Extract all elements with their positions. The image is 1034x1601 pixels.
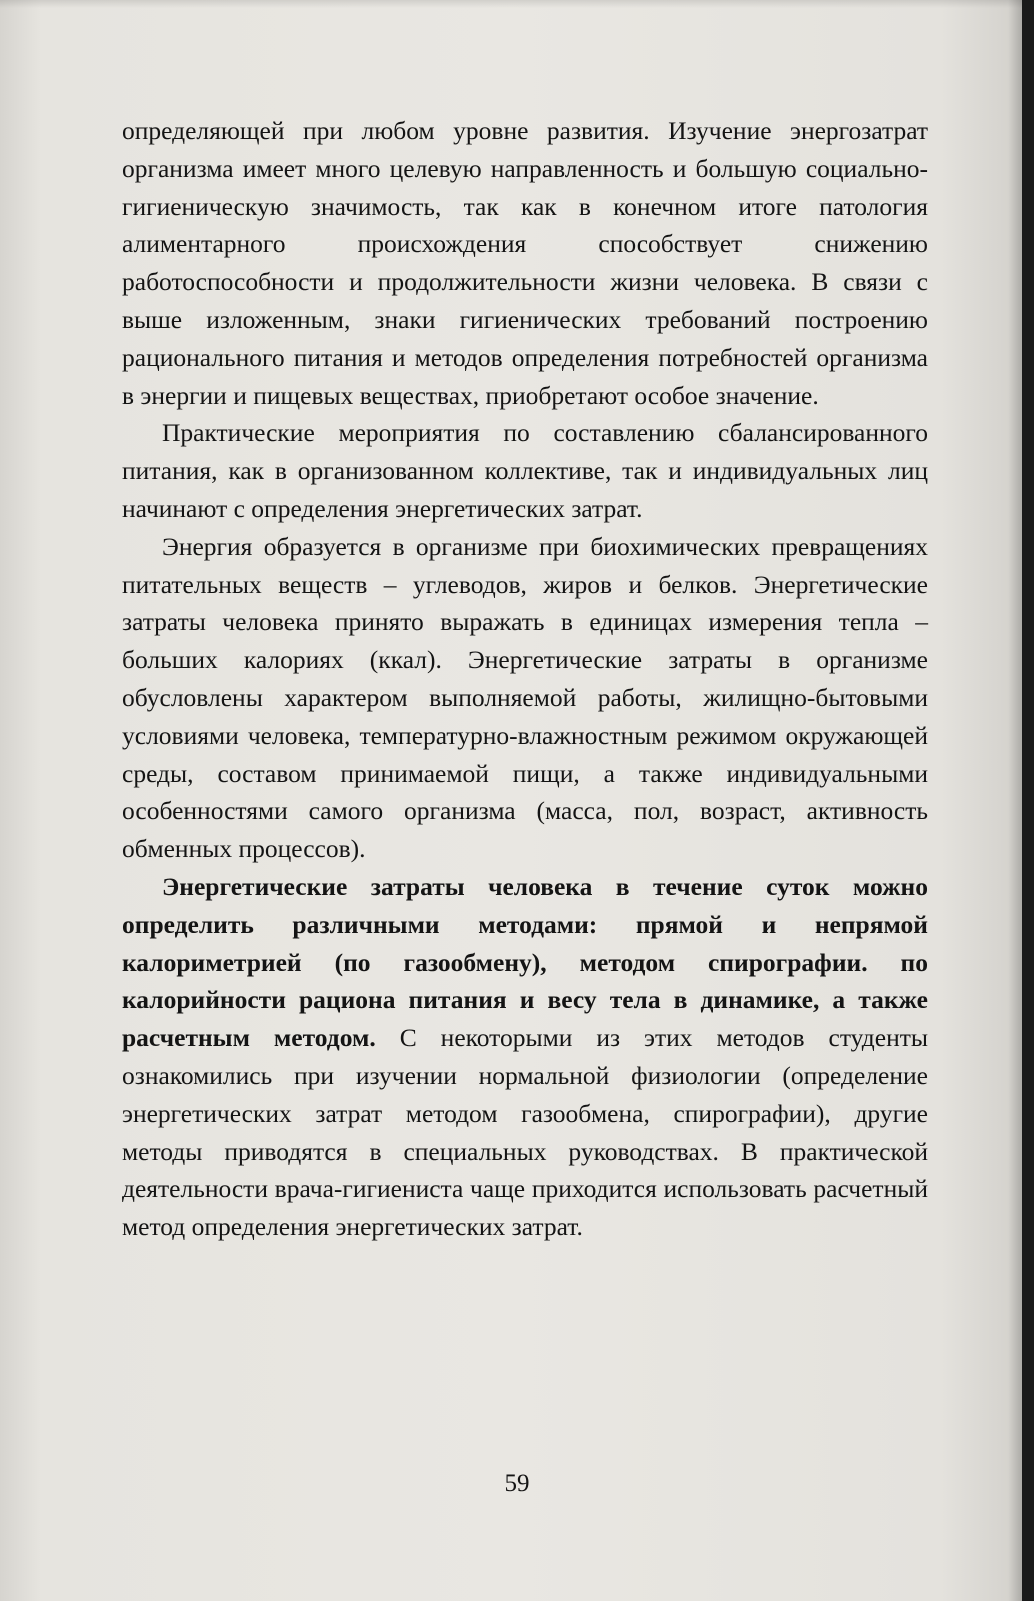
paragraph-1: определяющей при любом уровне развития. Изучение энергозатрат организма имеет много целевую направленность и большую социально-гигиеническую значимость, так как в конечном итоге патология алиментарного происхождения способствует снижению работоспособности и продолжительности жизни человека. В связи с выше изложенным, знаки гигиенических требований построению рационального питания и методов определения потребностей организма в энергии и пищевых веществах, приобретают особое значение. bbox=[122, 116, 928, 410]
paragraph-2: Практические мероприятия по составлению сбалансированного питания, как в организованном коллективе, так и индивидуальных лиц начинают с определения энергетических затрат. bbox=[122, 418, 928, 523]
body-text bbox=[122, 112, 928, 1246]
paragraph-4-text: С некоторыми из этих методов студенты ознакомились при изучении нормальной физиологии (определение энергетических затрат методом газообмена, спирографии), другие методы приводятся в специальных руководствах. В практической деятельности врача-гигиениста чаще приходится использовать расчетный метод определения энергетических затрат. bbox=[122, 1023, 928, 1242]
paragraph-4 bbox=[122, 868, 928, 1246]
page-right-shadow bbox=[1008, 0, 1022, 1601]
paragraph-3: Энергия образуется в организме при биохимических превращениях питательных веществ – углеводов, жиров и белков. Энергетические затраты человека принято выражать в единицах измерения тепла – больших калориях (ккал). Энергетические затраты в организме обусловлены характером выполняемой работы, жилищно-бытовыми условиями человека, температурно-влажностным режимом окружающей среды, составом принимаемой пищи, а также индивидуальными особенностями самого организма (масса, пол, возраст, активность обменных процессов). bbox=[122, 531, 928, 864]
paragraph-4-bold-lead: Энергетические затраты человека в течение суток можно определить различными методами: прямой и непрямой калориметрией (по газообмену), методом спирографии. по калорийности рациона питания и весу тела в динамике, а также расчетным методом. bbox=[122, 871, 928, 1053]
page-number: 59 bbox=[504, 1470, 530, 1497]
page-top-shadow bbox=[0, 0, 1022, 8]
